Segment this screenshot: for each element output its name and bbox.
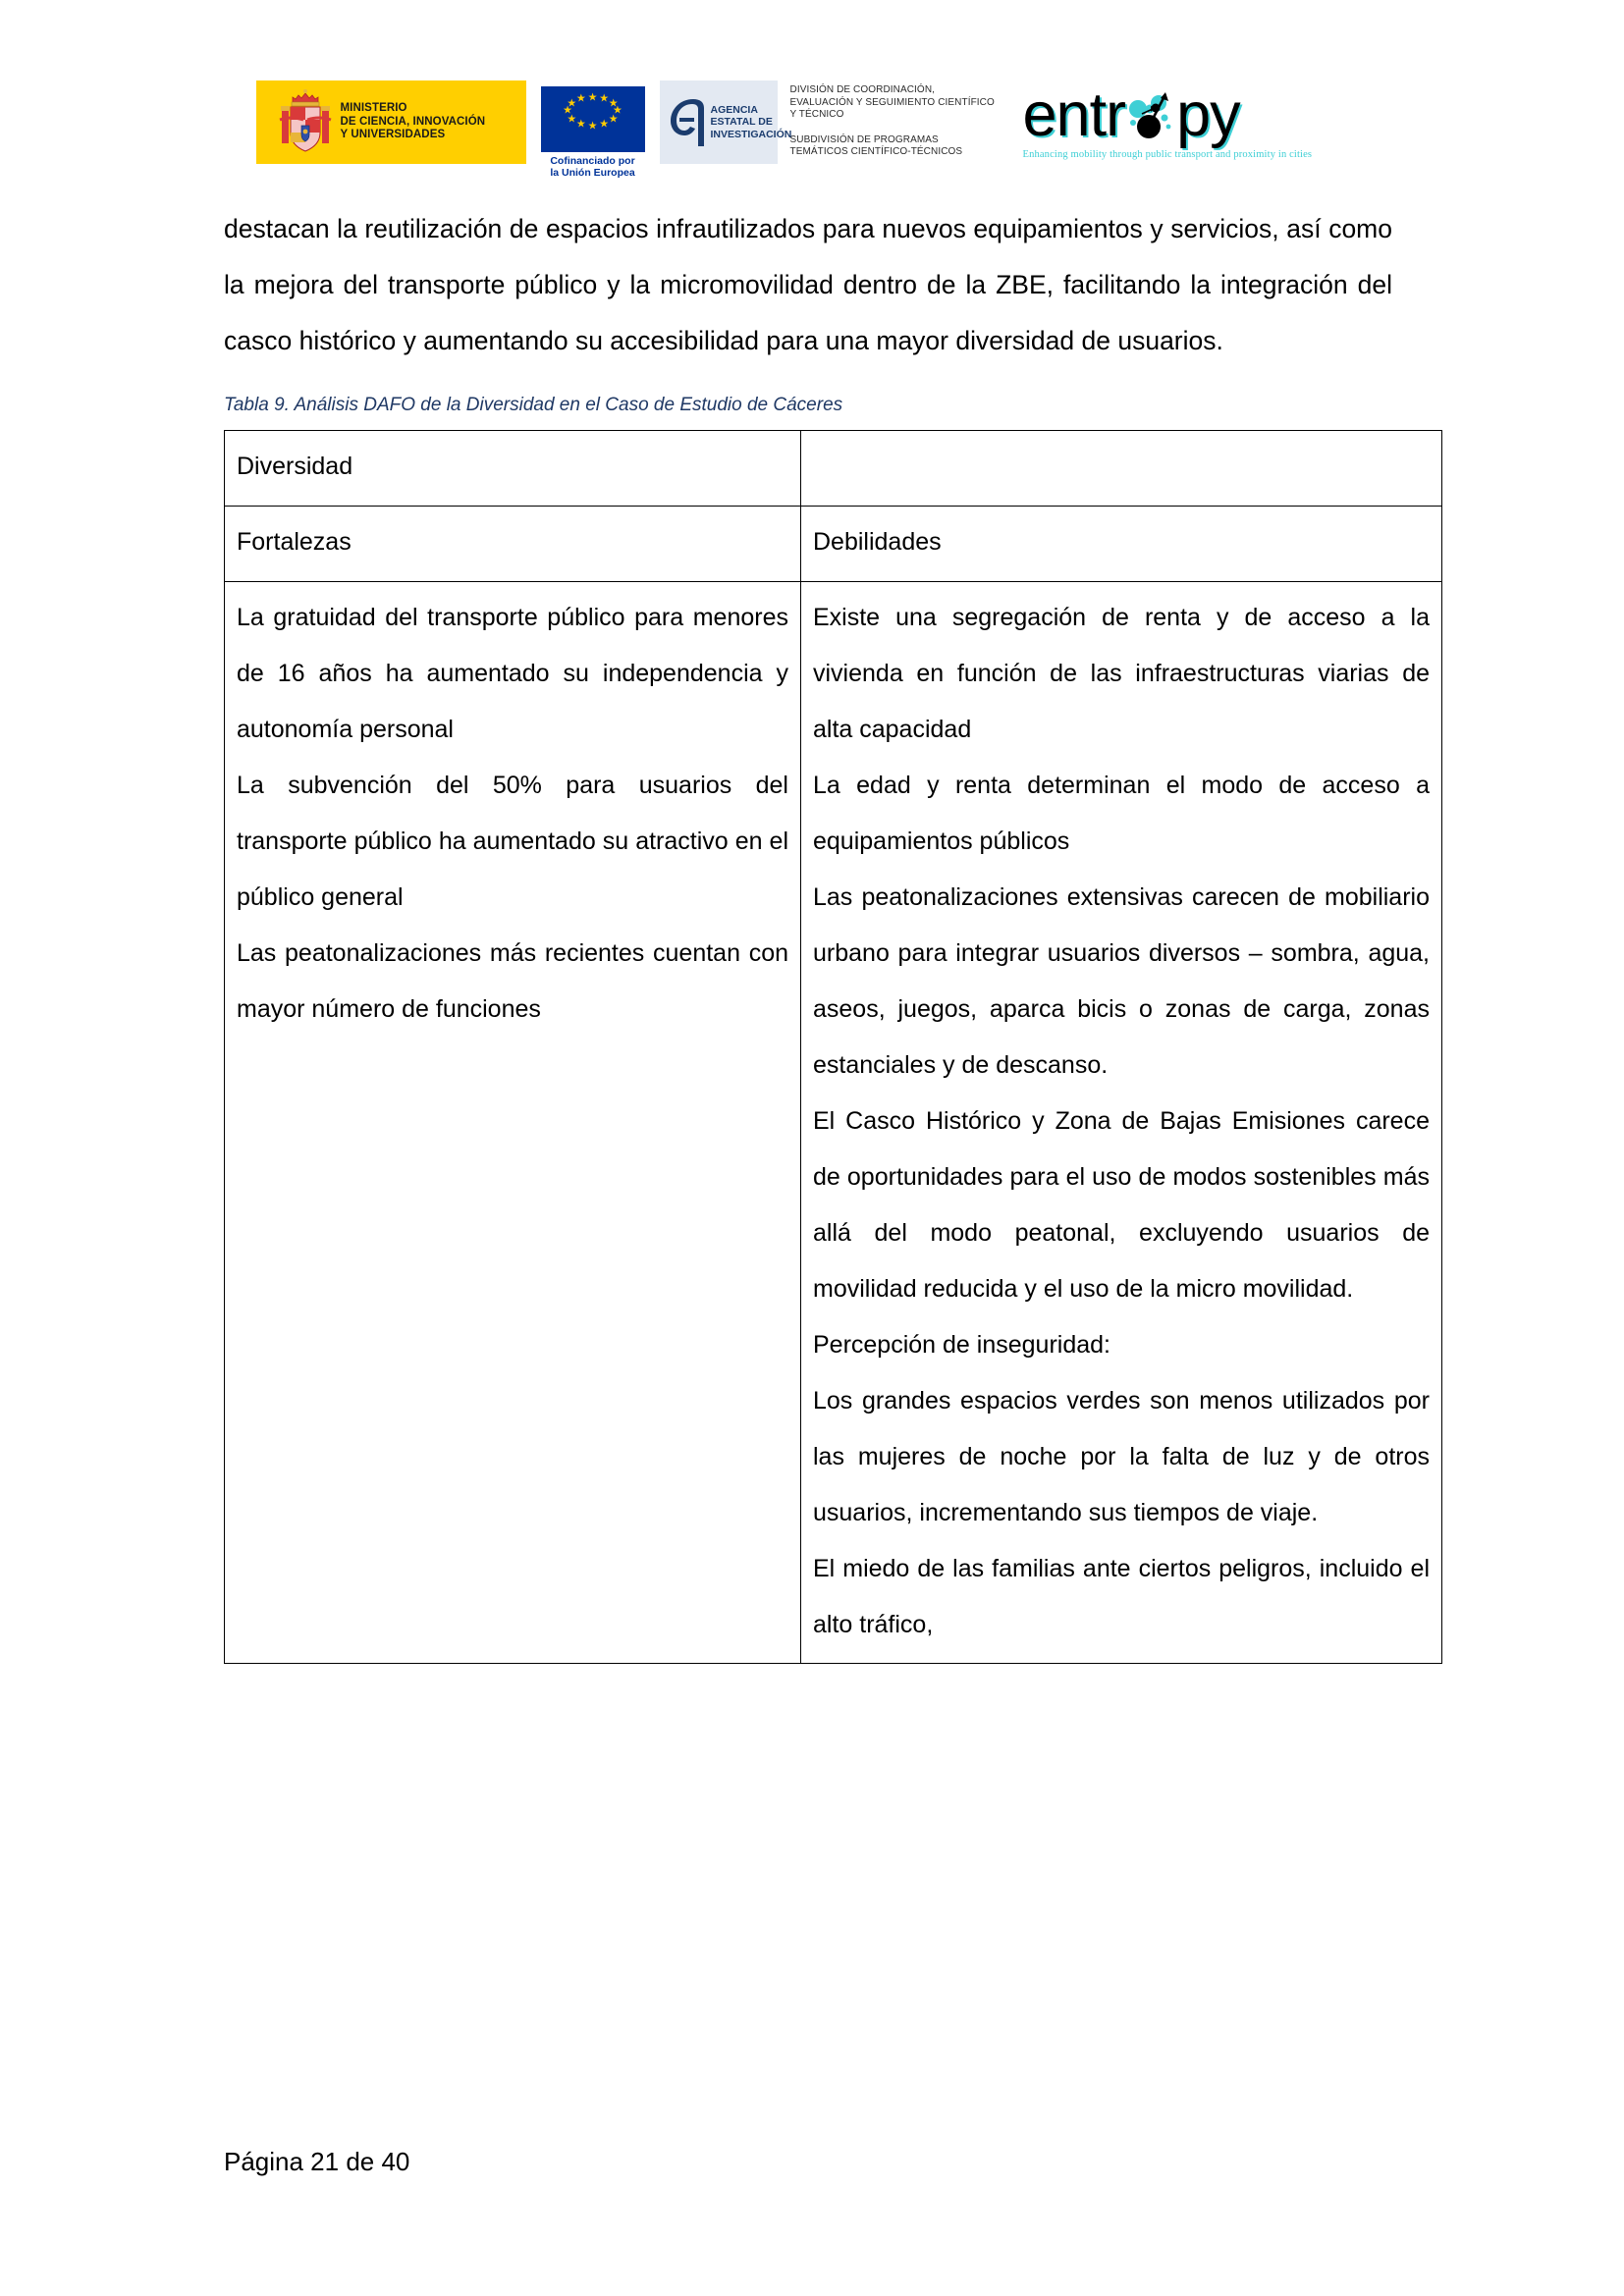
ministry-line-3: Y UNIVERSIDADES xyxy=(340,129,446,141)
division-text-block xyxy=(778,80,996,159)
debilidades-item: El Casco Histórico y Zona de Bajas Emisiones carece de oportunidades para el uso de modos sostenibles más allá del modo peatonal, excluyendo usuarios de movilidad reducida y el uso de la micro movilidad. xyxy=(813,1107,1430,1303)
debilidades-item: La edad y renta determinan el modo de acceso a equipamientos públicos xyxy=(813,772,1430,855)
table-cell-title-right xyxy=(801,431,1442,507)
division-block-1: DIVISIÓN DE COORDINACIÓN, EVALUACIÓN Y SEGUIMIENTO CIENTÍFICO Y TÉCNICO xyxy=(789,84,995,120)
entropy-wordmark-part-1: entr xyxy=(1022,80,1126,149)
page-header xyxy=(0,80,1624,179)
eu-flag-icon: ★ ★ ★ ★ ★ ★ ★ ★ ★ ★ ★ ★ xyxy=(541,86,645,152)
debilidades-item: Las peatonalizaciones extensivas carecen de mobiliario urbano para integrar usuarios diversos – sombra, agua, aseos, juegos, aparca bicis o zonas de carga, zonas estanciales y de descanso. xyxy=(813,883,1430,1079)
aei-line-1: AGENCIA xyxy=(710,103,758,116)
entropy-molecule-icon xyxy=(1125,87,1176,142)
spain-coat-of-arms-icon xyxy=(278,86,333,159)
page-footer xyxy=(224,2146,409,2177)
ministry-line-1: MINISTERIO xyxy=(340,102,407,115)
table-cell-header-fortalezas: Fortalezas xyxy=(225,507,801,582)
entropy-wordmark-part-2: py xyxy=(1176,80,1240,149)
entropy-logo xyxy=(996,80,1369,161)
ministry-logo xyxy=(256,80,526,164)
debilidades-item: Los grandes espacios verdes son menos utilizados por las mujeres de noche por la falta de luz y de otros usuarios, incrementando sus tiempos de viaje. xyxy=(813,1387,1430,1526)
entropy-wordmark xyxy=(1023,82,1369,147)
aei-line-2: ESTATAL DE xyxy=(710,116,773,129)
aei-line-3: INVESTIGACIÓN xyxy=(710,128,792,140)
debilidades-item: El miedo de las familias ante ciertos peligros, incluido el alto tráfico, xyxy=(813,1555,1430,1638)
eu-caption-line-2: la Unión Europea xyxy=(550,167,635,179)
table-cell-title-left: Diversidad xyxy=(225,431,801,507)
table-cell-debilidades xyxy=(801,582,1442,1664)
entropy-tagline: Enhancing mobility through public transport and proximity in cities xyxy=(1022,149,1313,160)
dafo-table xyxy=(224,430,1442,1664)
fortalezas-item: Las peatonalizaciones más recientes cuentan con mayor número de funciones xyxy=(237,939,788,1023)
debilidades-item: Percepción de inseguridad: xyxy=(813,1331,1110,1359)
table-row-title xyxy=(225,431,1442,507)
page-number-label: Página 21 de 40 xyxy=(224,2147,410,2176)
european-union-logo xyxy=(526,80,660,179)
eu-caption-line-1: Cofinanciado por xyxy=(550,155,635,167)
table-cell-header-debilidades: Debilidades xyxy=(801,507,1442,582)
table-row-body xyxy=(225,582,1442,1664)
table-caption: Tabla 9. Análisis DAFO de la Diversidad en el Caso de Estudio de Cáceres xyxy=(224,395,843,415)
division-block-2: SUBDIVISIÓN DE PROGRAMAS TEMÁTICOS CIENTÍFICO-TÉCNICOS xyxy=(789,133,963,157)
aei-emblem-icon xyxy=(668,97,707,148)
ministry-logo-text xyxy=(341,102,486,142)
ministry-line-2: DE CIENCIA, INNOVACIÓN xyxy=(340,115,486,128)
aei-logo xyxy=(660,80,792,164)
eu-cofinancing-caption xyxy=(550,155,634,179)
page-content xyxy=(224,201,1430,1664)
body-paragraph: destacan la reutilización de espacios infrautilizados para nuevos equipamientos y servicios, así como la mejora del transporte público y la micromovilidad dentro de la ZBE, facilitando la integración del casco histórico y aumentando su accesibilidad para una mayor diversidad de usuarios. xyxy=(224,214,1392,355)
debilidades-item: Existe una segregación de renta y de acceso a la vivienda en función de las infraestructuras viarias de alta capacidad xyxy=(813,604,1430,743)
fortalezas-item: La subvención del 50% para usuarios del transporte público ha aumentado su atractivo en el público general xyxy=(237,772,788,911)
fortalezas-item: La gratuidad del transporte público para menores de 16 años ha aumentado su independencia y autonomía personal xyxy=(237,604,788,743)
table-cell-fortalezas xyxy=(225,582,801,1664)
table-row-header xyxy=(225,507,1442,582)
